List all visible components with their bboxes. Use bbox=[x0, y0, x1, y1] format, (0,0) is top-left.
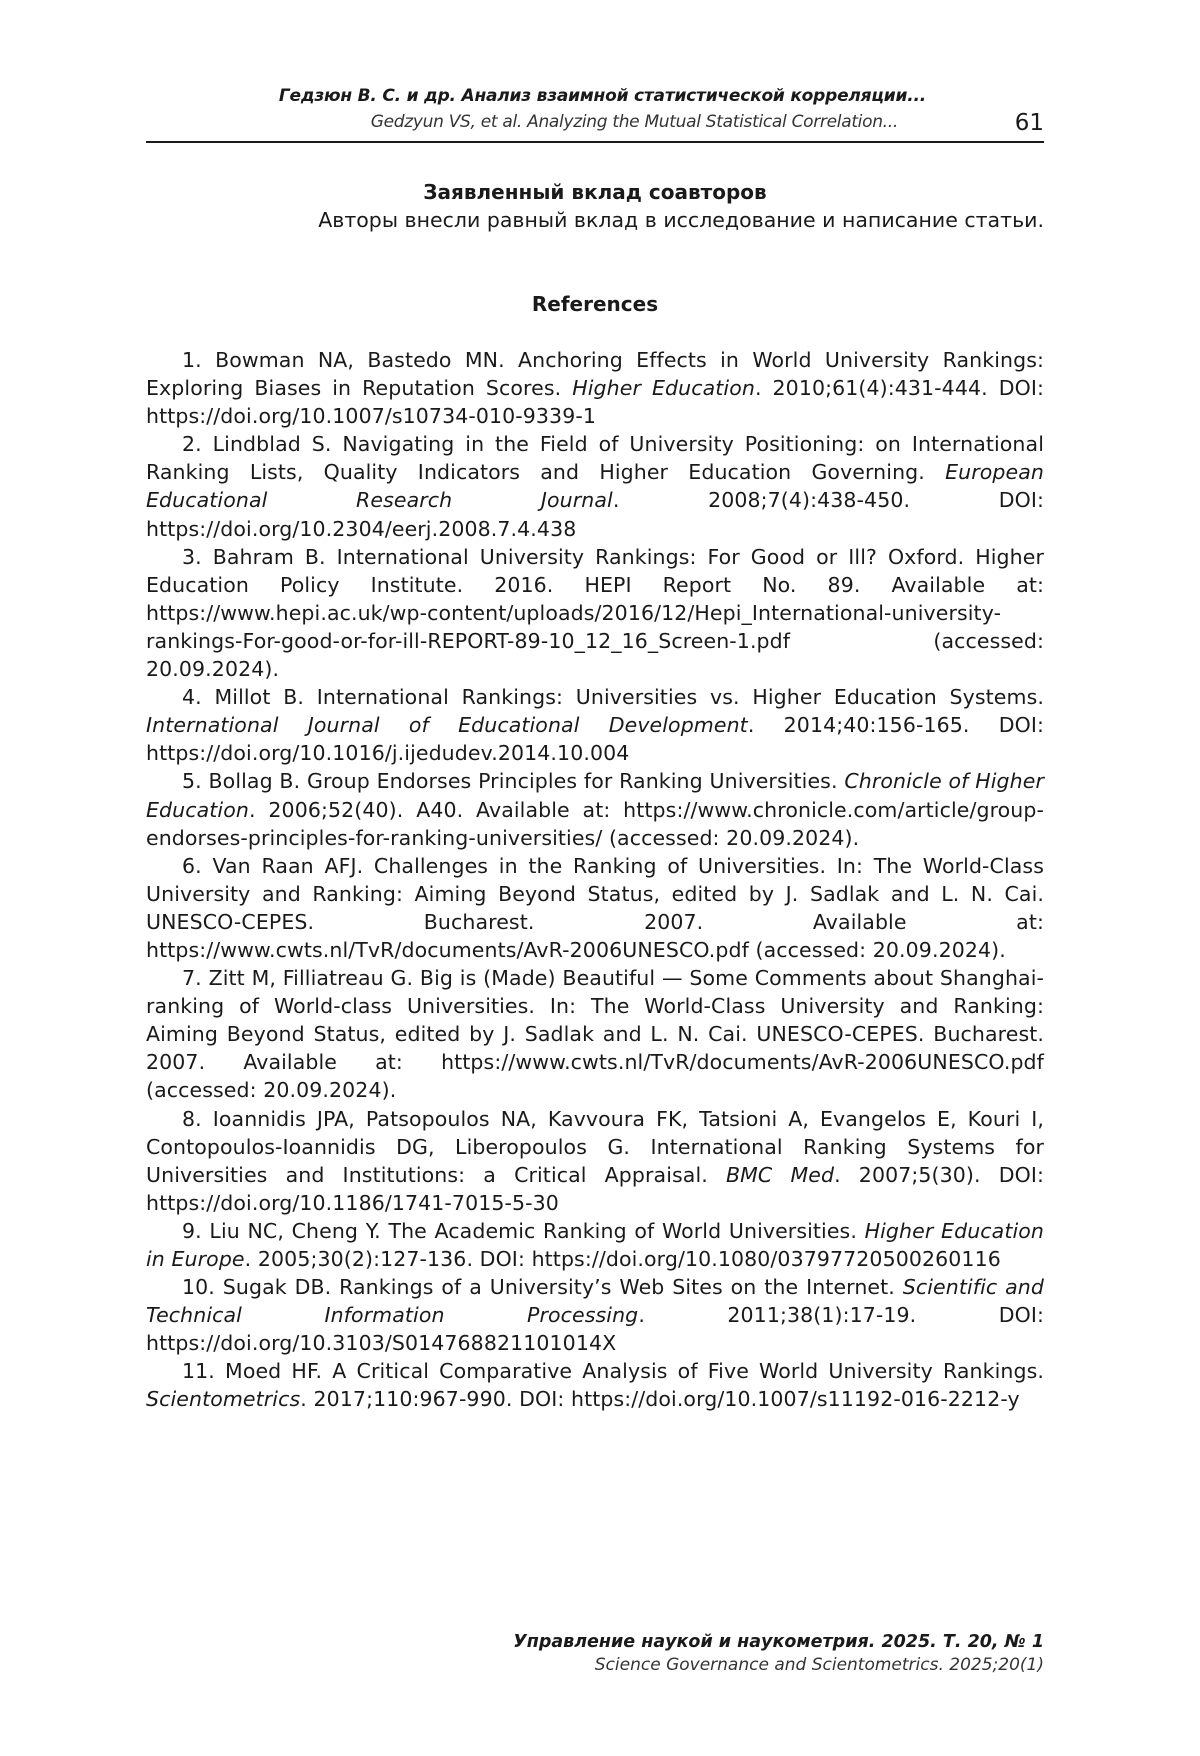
reference-text: Moed HF. A Critical Comparative Analysis of Five World University Rankings. bbox=[215, 1359, 1044, 1383]
reference-text-tail: . 2007;5(30). DOI: https://doi.org/10.1186/1741-7015-5-30 bbox=[146, 1163, 1044, 1215]
reference-number: 11. bbox=[182, 1359, 215, 1383]
reference-journal: European Educational Research Journal bbox=[146, 460, 1044, 512]
reference-text-tail: . 2005;30(2):127-136. DOI: https://doi.org/10.1080/03797720500260116 bbox=[245, 1247, 1001, 1271]
reference-item bbox=[146, 346, 1044, 430]
reference-item bbox=[146, 767, 1044, 851]
reference-number: 7. bbox=[182, 966, 202, 990]
reference-text-tail: . 2006;52(40). A40. Available at: https://www.chronicle.com/article/group-endorses-principles-for-ranking-universities/ (accessed: 20.09.2024). bbox=[146, 798, 1044, 850]
reference-item bbox=[146, 543, 1044, 683]
reference-journal: Scientometrics bbox=[146, 1387, 300, 1411]
reference-journal: Higher Education in Europe bbox=[146, 1219, 1044, 1271]
running-head-en: Gedzyun VS, et al. Analyzing the Mutual Statistical Correlation... bbox=[371, 112, 898, 132]
reference-number: 10. bbox=[182, 1275, 215, 1299]
reference-text: Van Raan AFJ. Challenges in the Ranking of Universities. In: The World-Class University and Ranking: Aiming Beyond Status, edited by J. Sadlak and L. N. Cai. UNESCO-CEPES. Bucharest. 2007. Available at: https://www.cwts.nl/TvR/documents/AvR-2006UNESCO.pdf (accessed: 20.09.2024). bbox=[146, 854, 1044, 962]
reference-number: 9. bbox=[182, 1219, 202, 1243]
reference-journal: Scientific and Technical Information Processing bbox=[146, 1275, 1044, 1327]
reference-journal: International Journal of Educational Development bbox=[146, 713, 748, 737]
reference-text: Bowman NA, Bastedo MN. Anchoring Effects in World University Rankings: Exploring Biases in Reputation Scores. bbox=[146, 348, 1044, 400]
reference-item bbox=[146, 1105, 1044, 1217]
contribution-heading: Заявленный вклад соавторов bbox=[146, 180, 1044, 204]
footer bbox=[146, 1630, 1044, 1676]
reference-item bbox=[146, 964, 1044, 1104]
reference-number: 5. bbox=[182, 769, 202, 793]
reference-list bbox=[146, 346, 1044, 1414]
header-rule bbox=[146, 141, 1044, 143]
reference-text: Millot B. International Rankings: Universities vs. Higher Education Systems. bbox=[202, 685, 1044, 709]
reference-text-tail: . 2017;110:967-990. DOI: https://doi.org/10.1007/s11192-016-2212-y bbox=[300, 1387, 1019, 1411]
references-heading: References bbox=[146, 292, 1044, 316]
reference-number: 2. bbox=[182, 432, 202, 456]
reference-journal: Chronicle of Higher Education bbox=[146, 769, 1044, 821]
reference-number: 6. bbox=[182, 854, 202, 878]
reference-item bbox=[146, 1273, 1044, 1357]
reference-text-tail: . 2014;40:156-165. DOI: https://doi.org/10.1016/j.ijedudev.2014.10.004 bbox=[146, 713, 1044, 765]
reference-number: 3. bbox=[182, 545, 202, 569]
reference-journal: Higher Education bbox=[572, 376, 755, 400]
reference-item bbox=[146, 430, 1044, 542]
journal-page bbox=[146, 0, 1044, 1756]
running-head-ru: Гедзюн В. С. и др. Анализ взаимной статистической корреляции... bbox=[279, 86, 926, 106]
contribution-text: Авторы внесли равный вклад в исследование и написание статьи. bbox=[146, 206, 1044, 234]
reference-text: Sugak DB. Rankings of a University’s Web Sites on the Internet. bbox=[215, 1275, 903, 1299]
reference-text: Bollag B. Group Endorses Principles for Ranking Universities. bbox=[202, 769, 845, 793]
reference-item bbox=[146, 1357, 1044, 1413]
reference-text: Ioannidis JPA, Patsopoulos NA, Kavvoura FK, Tatsioni A, Evangelos E, Kouri I, Contopoulos-Ioannidis DG, Liberopoulos G. International Ranking Systems for Universities and Institutions: a Critical Appraisal. bbox=[146, 1107, 1044, 1187]
reference-journal: BMC Med bbox=[726, 1163, 834, 1187]
reference-item bbox=[146, 852, 1044, 964]
page-number: 61 bbox=[1015, 110, 1044, 136]
reference-text: Liu NC, Cheng Y. The Academic Ranking of World Universities. bbox=[202, 1219, 865, 1243]
reference-number: 8. bbox=[182, 1107, 202, 1131]
footer-journal-en: Science Governance and Scientometrics. 2025;20(1) bbox=[146, 1654, 1044, 1676]
reference-text: Zitt M, Filliatreau G. Big is (Made) Beautiful — Some Comments about Shanghai-ranking of World-class Universities. In: The World-Class University and Ranking: Aiming Beyond Status, edited by J. Sadlak and L. N. Cai. UNESCO-CEPES. Bucharest. 2007. Available at: https://www.cwts.nl/TvR/documents/AvR-2006UNESCO.pdf (accessed: 20.09.2024). bbox=[146, 966, 1044, 1102]
reference-text-tail: . 2008;7(4):438-450. DOI: https://doi.org/10.2304/eerj.2008.7.4.438 bbox=[146, 488, 1044, 540]
reference-item bbox=[146, 683, 1044, 767]
reference-item bbox=[146, 1217, 1044, 1273]
reference-text-tail: . 2011;38(1):17-19. DOI: https://doi.org/10.3103/S014768821101014X bbox=[146, 1303, 1044, 1355]
reference-text-tail: . 2010;61(4):431-444. DOI: https://doi.org/10.1007/s10734-010-9339-1 bbox=[146, 376, 1044, 428]
reference-text: Lindblad S. Navigating in the Field of University Positioning: on International Ranking Lists, Quality Indicators and Higher Education Governing. bbox=[146, 432, 1044, 484]
footer-journal-ru: Управление наукой и наукометрия. 2025. Т. 20, № 1 bbox=[146, 1630, 1044, 1654]
reference-number: 4. bbox=[182, 685, 202, 709]
reference-text: Bahram B. International University Rankings: For Good or Ill? Oxford. Higher Education Policy Institute. 2016. HEPI Report No. 89. Available at: https://www.hepi.ac.uk/wp-content/uploads/2016/12/Hepi_International-university-rankings-For-good-or-for-ill-REPORT-89-10_12_16_Screen-1.pdf (accessed: 20.09.2024). bbox=[146, 545, 1044, 681]
reference-number: 1. bbox=[182, 348, 202, 372]
